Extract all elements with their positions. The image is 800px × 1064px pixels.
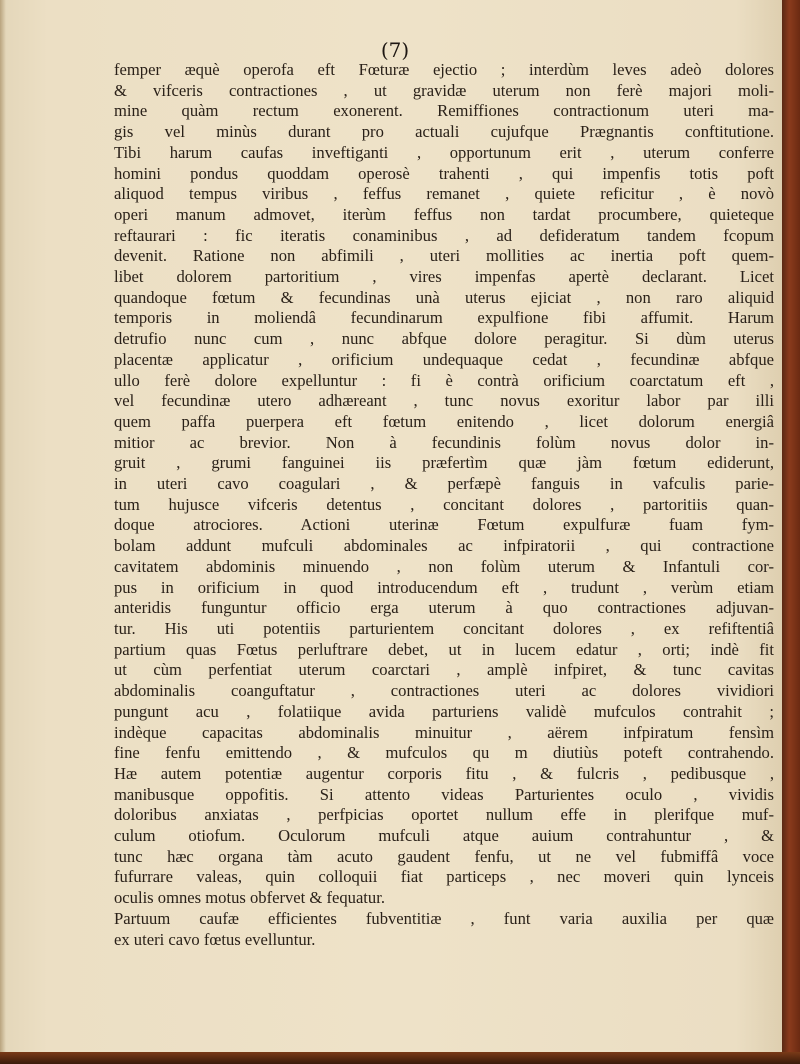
- text-line: temporis in moliendâ fecundinarum expulfione fibi affumit. Harum: [114, 308, 774, 328]
- text-line: anteridis funguntur officio erga uterum à quo contractiones adjuvan-: [114, 598, 774, 618]
- text-line: oculis omnes motus obfervet & fequatur.: [114, 888, 385, 908]
- text-line: partium quas Fœtus perluftrare debet, ut in lucem edatur , orti; indè fit: [114, 639, 774, 659]
- text-line: homini pondus quoddam operosè trahenti , qui impenfis totis poft: [114, 163, 774, 183]
- page-gutter-shadow: [0, 0, 6, 1064]
- text-line: tur. His uti potentiis parturientem concitant dolores , ex refiftentiâ: [114, 618, 774, 638]
- body-text: [114, 60, 774, 950]
- text-line: cavitatem abdominis minuendo , non folùm uterum & Infantuli cor-: [114, 556, 774, 576]
- text-line: Hæ autem potentiæ augentur corporis fitu , & fulcris , pedibusque ,: [114, 763, 774, 783]
- text-line: & vifceris contractiones , ut gravidæ uterum non ferè majori moli-: [114, 80, 774, 100]
- text-line: Partuum caufæ efficientes fubventitiæ , funt varia auxilia per quæ: [114, 908, 774, 928]
- text-line: placentæ applicatur , orificium undequaque cedat , fecundinæ abfque: [114, 349, 774, 369]
- text-line: tunc hæc organa tàm acuto gaudent fenfu, ut ne vel fubmiffâ voce: [114, 846, 774, 866]
- text-line: vel fecundinæ utero adhæreant , tunc novus exoritur labor par illi: [114, 391, 774, 411]
- text-line: operi manum admovet, iterùm feffus non tardat procumbere, quieteque: [114, 204, 774, 224]
- text-line: mitior ac brevior. Non à fecundinis folùm novus dolor in-: [114, 432, 774, 452]
- text-line: Tibi harum caufas inveftiganti , opportunum erit , uterum conferre: [114, 142, 774, 162]
- text-line: ullo ferè dolore expelluntur : fi è contrà orificium coarctatum eft ,: [114, 370, 774, 390]
- text-line: doque atrociores. Actioni uterinæ Fœtum expulfuræ fuam fym-: [114, 515, 774, 535]
- text-line: aliquod tempus viribus , feffus remanet , quiete reficitur , è novò: [114, 184, 774, 204]
- text-line: fine fenfu emittendo , & mufculos qu m diutiùs poteft contrahendo.: [114, 743, 774, 763]
- text-line: quandoque fœtum & fecundinas unà uterus ejiciat , non raro aliquid: [114, 287, 774, 307]
- book-cover-bottom-edge: [0, 1052, 800, 1064]
- text-line: fufurrare valeas, quin colloquii fiat particeps , nec moveri quin lynceis: [114, 867, 774, 887]
- text-line: femper æquè operofa eft Fœturæ ejectio ; interdùm leves adeò dolores: [114, 60, 774, 79]
- text-line: gis vel minùs durant pro actuali cujufque Prægnantis conftitutione.: [114, 122, 774, 142]
- text-line: in uteri cavo coagulari , & perfæpè fanguis in vafculis parie-: [114, 474, 774, 494]
- text-line: pungunt acu , folatiique avida parturiens validè mufculos contrahit ;: [114, 701, 774, 721]
- text-line: pus in orificium in quod introducendum eft , trudunt , verùm etiam: [114, 577, 774, 597]
- text-line: culum otiofum. Oculorum mufculi atque auium contrahuntur , &: [114, 826, 774, 846]
- page-number: (7): [380, 38, 410, 62]
- text-line: abdominalis coanguftatur , contractiones uteri ac dolores vividiori: [114, 681, 774, 701]
- text-line: tum hujusce vifceris detentus , concitant dolores , partoritiis quan-: [114, 494, 774, 514]
- text-line: gruit , grumi fanguinei iis præfertìm quæ jàm fœtum ediderunt,: [114, 453, 774, 473]
- text-line: quem paffa puerpera eft fœtum enitendo , licet dolorum energiâ: [114, 411, 774, 431]
- book-cover-edge: [782, 0, 800, 1064]
- text-line: devenit. Ratione non abfimili , uteri mollities ac inertia poft quem-: [114, 246, 774, 266]
- text-line: manibusque oppofitis. Si attento videas Parturientes oculo , vividis: [114, 784, 774, 804]
- text-line: ut cùm perfentiat uterum coarctari , amplè infpiret, & tunc cavitas: [114, 660, 774, 680]
- text-line: indèque capacitas abdominalis minuitur , aërem infpiratum fensìm: [114, 722, 774, 742]
- text-line: mine quàm rectum exonerent. Remiffiones contractionum uteri ma-: [114, 101, 774, 121]
- text-line: ex uteri cavo fœtus evelluntur.: [114, 929, 316, 949]
- text-line: detrufio nunc cum , nunc abfque dolore peragitur. Si dùm uterus: [114, 329, 774, 349]
- text-line: doloribus anxiatas , perfpicias oportet nullum effe in plerifque muf-: [114, 805, 774, 825]
- text-line: bolam addunt mufculi abdominales ac infpiratorii , qui contractione: [114, 536, 774, 556]
- text-line: libet dolorem partoritium , vires impenfas apertè declarant. Licet: [114, 267, 774, 287]
- text-line: reftaurari : fic iteratis conaminibus , ad defideratum tandem fcopum: [114, 225, 774, 245]
